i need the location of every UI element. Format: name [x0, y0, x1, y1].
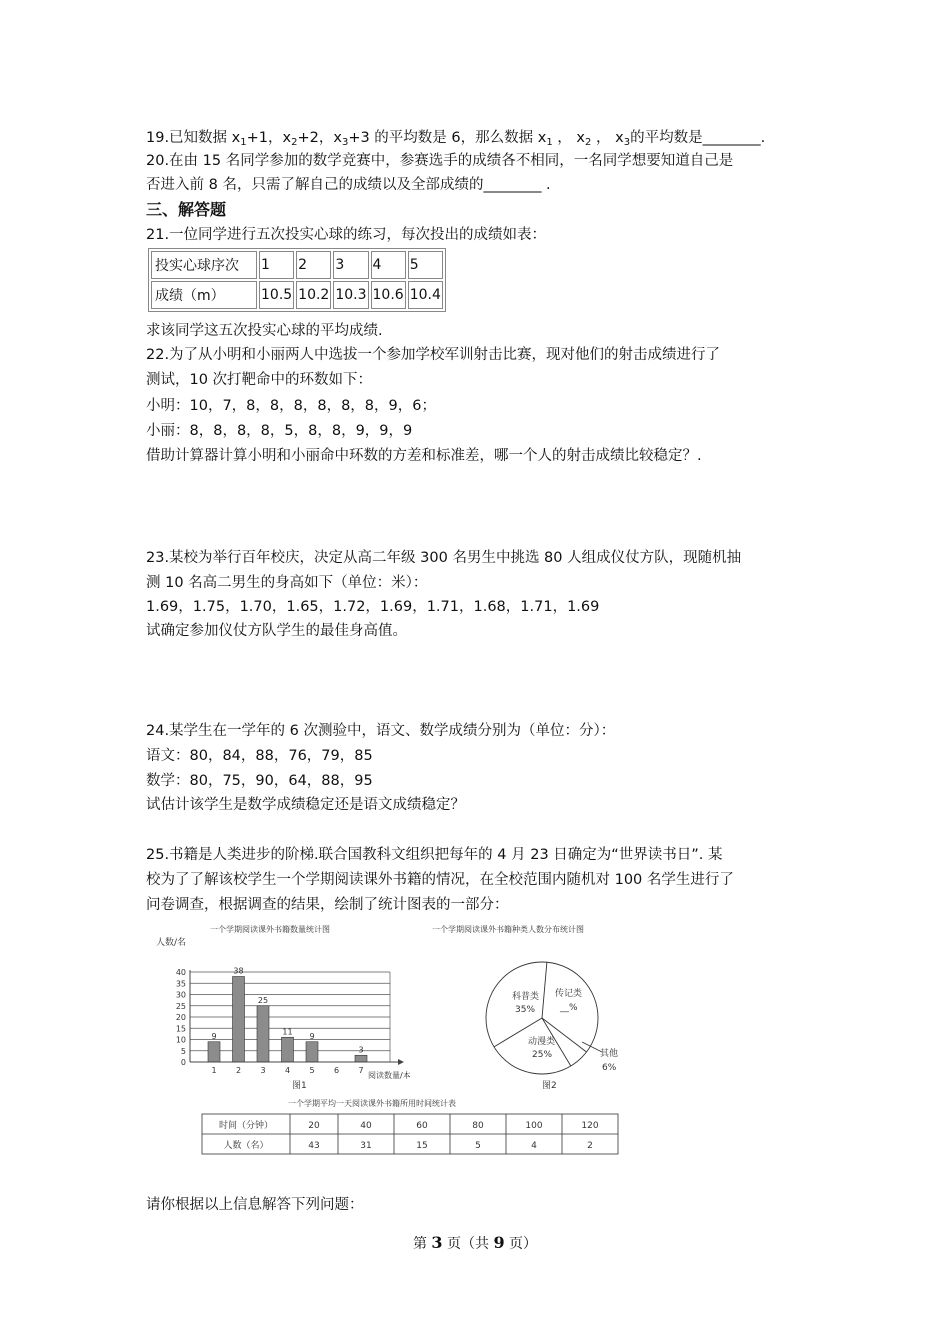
table3: [202, 1114, 618, 1154]
x-tick-label: 2: [235, 1066, 242, 1075]
table-cell: 3: [333, 251, 368, 279]
y-tick-label: 5: [180, 1046, 186, 1056]
x-tick-label: 7: [358, 1066, 364, 1075]
q19-sub-5: 2: [585, 137, 592, 148]
table3-header-cell: 人数（名）: [223, 1141, 269, 1151]
q19-text-g: 的平均数是________.: [630, 130, 766, 146]
footer-text-a: 第: [412, 1236, 432, 1252]
bar-value-label: 9: [211, 1031, 217, 1041]
bar: [306, 1042, 318, 1062]
table3-title: 一个学期平均一天阅读课外书籍所用时间统计表: [288, 1099, 456, 1108]
bar: [208, 1042, 220, 1062]
pie-label-other: 其他: [600, 1049, 619, 1059]
section-heading: 三、解答题: [146, 200, 227, 219]
question-20-line-2: 否进入前 8 名，只需了解自己的成绩以及全部成绩的________ .: [146, 177, 551, 193]
question-25-line-1: 25.书籍是人类进步的阶梯.联合国教科文组织把每年的 4 月 23 日确定为“世界读书日”. 某: [146, 847, 723, 863]
fig1-yticks: [176, 968, 186, 1067]
footer-total-pages: 9: [493, 1233, 505, 1252]
y-tick-label: 25: [175, 1001, 186, 1011]
fig1-title: 一个学期阅读课外书籍数量统计图: [210, 925, 330, 934]
pie-label-biography: 传记类: [555, 989, 583, 999]
bar-value-label: 25: [257, 995, 269, 1005]
y-tick-label: 0: [180, 1058, 186, 1067]
y-tick-label: 40: [175, 968, 186, 977]
bar-value-label: 38: [233, 966, 244, 976]
table-row: [151, 251, 443, 279]
table-cell: 10.6: [371, 281, 406, 309]
pie-value-science: 35%: [515, 1005, 536, 1015]
table-cell: 10.3: [333, 281, 368, 309]
table-header-cell: 投实心球序次: [151, 251, 257, 279]
table-header-cell: 成绩（m）: [151, 281, 257, 309]
q19-sub-2: 2: [291, 137, 298, 148]
pie-value-other: 6%: [602, 1063, 617, 1073]
footer-page-number: 3: [431, 1233, 443, 1252]
footer-text-b: 页（共: [442, 1236, 494, 1252]
question-23-line-3: 1.69，1.75，1.70，1.65，1.72，1.69，1.71，1.68，1.71，1.69: [146, 599, 600, 615]
fig2-caption: 图2: [542, 1081, 557, 1091]
x-tick-label: 4: [284, 1066, 291, 1075]
bar: [282, 1037, 294, 1062]
x-tick-label: 6: [333, 1066, 340, 1075]
question-24-line-1: 24.某学生在一学年的 6 次测验中，语文、数学成绩分别为（单位：分）：: [146, 723, 616, 739]
q25-figure: [156, 920, 650, 1170]
bar: [257, 1006, 269, 1062]
bar-value-label: 9: [309, 1031, 315, 1041]
table3-header-cell: 时间（分钟）: [218, 1121, 274, 1131]
question-21-intro: 21.一位同学进行五次投实心球的练习，每次投出的成绩如表：: [146, 227, 547, 243]
y-tick-label: 20: [175, 1013, 186, 1022]
q19-sub-6: 3: [623, 137, 631, 148]
table3-cell: 4: [531, 1141, 537, 1151]
q19-text-d: +3 的平均数是 6，那么数据 x: [348, 130, 547, 146]
q19-sub-3: 3: [341, 137, 349, 148]
table3-cell: 120: [581, 1121, 599, 1131]
table3-cell: 60: [416, 1121, 428, 1131]
pie-value-anime: 25%: [532, 1050, 553, 1060]
table-cell: 10.2: [296, 281, 331, 309]
pie-label-anime: 动漫类: [528, 1037, 556, 1047]
table3-cell: 40: [360, 1121, 372, 1131]
question-21-text: 求该同学这五次投实心球的平均成绩.: [146, 323, 383, 339]
q21-table: [148, 248, 446, 312]
pie-label-science: 科普类: [512, 992, 540, 1002]
fig2-title: 一个学期阅读课外书籍种类人数分布统计图: [432, 925, 584, 934]
question-25-text: 请你根据以上信息解答下列问题：: [146, 1197, 364, 1213]
y-tick-label: 30: [175, 990, 186, 1000]
table-cell: 10.4: [408, 281, 443, 309]
fig1-xticks: [211, 1066, 363, 1075]
question-25-line-3: 问卷调查，根据调查的结果，绘制了统计图表的一部分：: [146, 897, 509, 913]
table3-cell: 80: [472, 1121, 484, 1131]
question-24-line-2: 语文：80，84，88，76，79，85: [146, 748, 373, 764]
question-23-line-4: 试确定参加仪仗方队学生的最佳身高值。: [146, 623, 407, 639]
table3-cell: 43: [308, 1141, 320, 1151]
table-cell: 2: [296, 251, 331, 279]
question-22-line-1: 22.为了从小明和小丽两人中选拔一个参加学校军训射击比赛，现对他们的射击成绩进行了: [146, 347, 721, 363]
question-22-line-2: 测试，10 次打靶命中的环数如下：: [146, 372, 373, 388]
table-cell: 10.5: [259, 281, 294, 309]
table3-cell: 31: [360, 1141, 372, 1151]
table-cell: 4: [371, 251, 406, 279]
q19-text-b: +1，x: [246, 130, 292, 146]
footer-text-c: 页）: [504, 1236, 538, 1252]
fig1-caption: 图1: [292, 1081, 307, 1091]
question-22-line-3: 小明：10，7，8，8，8，8，8，8，9，6；: [146, 398, 436, 414]
question-22-line-4: 小丽：8，8，8，8，5，8，8，9，9，9: [146, 423, 413, 439]
table-cell: 1: [259, 251, 294, 279]
fig1-x-arrow: [398, 1059, 404, 1065]
question-22-line-5: 借助计算器计算小明和小丽命中环数的方差和标准差，哪一个人的射击成绩比较稳定？.: [146, 448, 702, 464]
x-tick-label: 5: [309, 1066, 315, 1075]
question-24-line-4: 试估计该学生是数学成绩稳定还是语文成绩稳定？: [146, 797, 465, 813]
y-tick-label: 15: [175, 1024, 186, 1034]
table3-cell: 20: [308, 1121, 320, 1131]
q19-sub-4: 1: [546, 137, 553, 148]
bar: [355, 1055, 367, 1062]
fig1-bars: [208, 967, 367, 1063]
bar-value-label: 11: [282, 1027, 293, 1037]
question-25-line-2: 校为了了解该校学生一个学期阅读课外书籍的情况，在全校范围内随机对 100 名学生进行了: [146, 872, 734, 888]
table3-cell: 15: [416, 1141, 428, 1151]
q19-text-a: 19.已知数据 x: [146, 130, 241, 146]
table-cell: 5: [408, 251, 443, 279]
fig1-xlabel: 阅读数量/本: [368, 1071, 411, 1080]
bar-value-label: 3: [358, 1045, 364, 1055]
question-23-line-1: 23.某校为举行百年校庆，决定从高二年级 300 名男生中挑选 80 人组成仪仗方队，现随机抽: [146, 550, 742, 566]
q19-text-c: +2，x: [297, 130, 342, 146]
q19-text-f: ， x: [591, 130, 624, 146]
y-tick-label: 35: [175, 979, 186, 989]
page-footer: [0, 1233, 950, 1253]
question-24-line-3: 数学：80，75，90，64，88，95: [146, 773, 373, 789]
x-tick-label: 1: [211, 1066, 217, 1075]
x-tick-label: 3: [260, 1066, 266, 1075]
pie-value-biography: __%: [560, 1003, 578, 1013]
table3-cell: 2: [587, 1141, 593, 1151]
q19-sub-1: 1: [240, 137, 247, 148]
table3-cell: 5: [475, 1141, 481, 1151]
question-23-line-2: 测 10 名高二男生的身高如下（单位：米）：: [146, 575, 428, 591]
question-20-line-1: 20.在由 15 名同学参加的数学竞赛中，参赛选手的成绩各不相同，一名同学想要知道自己是: [146, 153, 734, 169]
y-tick-label: 10: [175, 1035, 186, 1045]
table3-cell: 100: [525, 1121, 543, 1131]
bar: [233, 977, 245, 1063]
table-row: [151, 281, 443, 309]
fig1-ylabel: 人数/名: [156, 938, 187, 948]
q19-text-e: ， x: [552, 130, 586, 146]
